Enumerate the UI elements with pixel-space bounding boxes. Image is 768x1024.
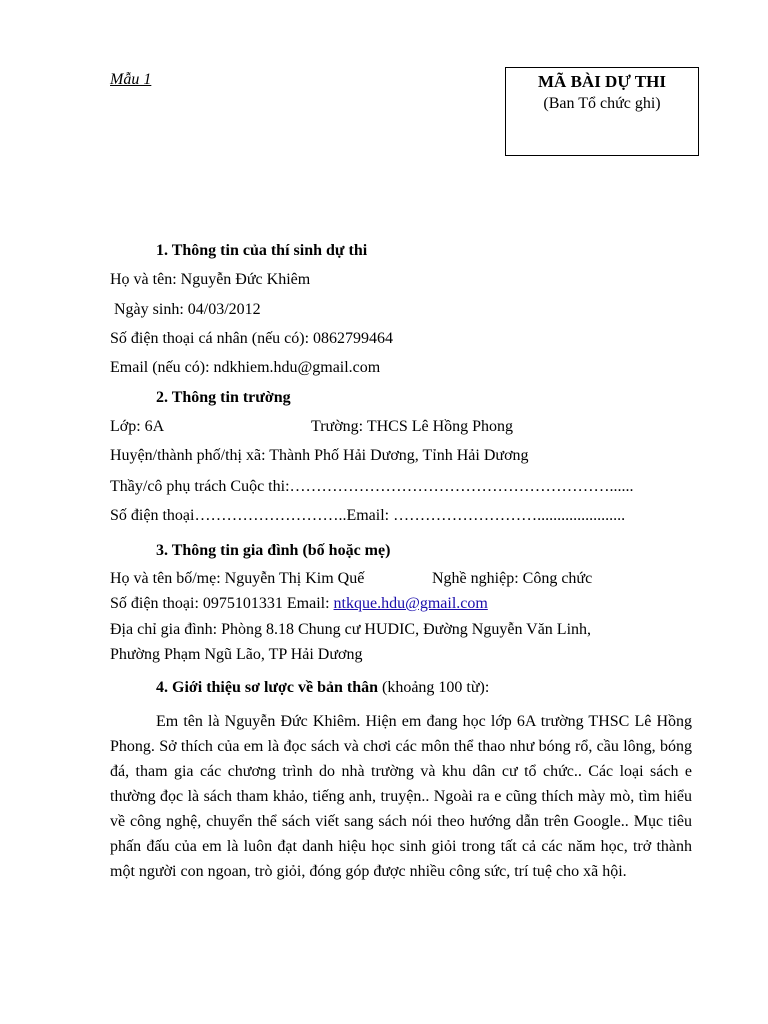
self-introduction-paragraph: Em tên là Nguyễn Đức Khiêm. Hiện em đang học lớp 6A trường THSC Lê Hồng Phong. Sở thích của em là đọc sách và chơi các môn thể thao như bóng rổ, cầu lông, bóng đá, tham gia các chương trình do nhà trường và khu dân cư tổ chức.. Các loại sách e thường đọc là sách tham khảo, tiếng anh, truyện.. Ngoài ra e cũng thích mày mò, tìm hiểu về công nghệ, chuyển thể sách viết sang sách nói theo hướng dẫn trên Google.. Mục tiêu phấn đấu của em là luôn đạt danh hiệu học sinh giỏi trong tất cả các năm học, trở thành một người con ngoan, trò giỏi, đóng góp được nhiều công sức, trí tuệ cho xã hội. — [110, 713, 692, 880]
section3-heading: 3. Thông tin gia đình (bố hoặc mẹ) — [156, 542, 391, 559]
section2-heading: 2. Thông tin trường — [156, 389, 291, 406]
parent-name: Họ và tên bố/mẹ: Nguyễn Thị Kim Quế — [110, 570, 365, 587]
school-field: Trường: THCS Lê Hồng Phong — [311, 418, 514, 435]
parent-phone-label: Số điện thoại: 0975101331 Email: — [110, 595, 334, 612]
section4-heading-note: (khoảng 100 từ): — [377, 679, 490, 696]
parent-occupation: Nghề nghiệp: Công chức — [432, 570, 593, 587]
teacher-field: Thầy/cô phụ trách Cuộc thi:……………………………………………………...... — [110, 478, 634, 495]
teacher-contact-field: Số điện thoại………………………..Email: ………………………...................... — [110, 507, 626, 524]
contestant-dob: Ngày sinh: 04/03/2012 — [114, 301, 261, 318]
parent-phone-email — [110, 594, 488, 614]
address-line-2: Phường Phạm Ngũ Lão, TP Hải Dương — [110, 646, 363, 663]
parent-email-link[interactable]: ntkque.hdu@gmail.com — [333, 595, 488, 612]
entry-code-box — [505, 67, 699, 156]
address-line-1: Địa chỉ gia đình: Phòng 8.18 Chung cư HUDIC, Đường Nguyễn Văn Linh, — [110, 621, 592, 638]
contestant-phone: Số điện thoại cá nhân (nếu có): 0862799464 — [110, 330, 394, 347]
district-field: Huyện/thành phố/thị xã: Thành Phố Hải Dương, Tỉnh Hải Dương — [110, 447, 529, 464]
contestant-email: Email (nếu có): ndkhiem.hdu@gmail.com — [110, 359, 381, 376]
section4-heading: 4. Giới thiệu sơ lược về bản thân — [156, 679, 378, 696]
class-field: Lớp: 6A — [110, 418, 165, 435]
entry-code-title: MÃ BÀI DỰ THI — [538, 72, 666, 91]
form-label: Mẫu 1 — [110, 71, 152, 88]
contestant-name: Họ và tên: Nguyễn Đức Khiêm — [110, 271, 311, 288]
entry-code-subtitle: (Ban Tổ chức ghi) — [543, 95, 661, 112]
section1-heading: 1. Thông tin của thí sinh dự thi — [156, 242, 368, 259]
section4-heading-line — [156, 678, 489, 698]
